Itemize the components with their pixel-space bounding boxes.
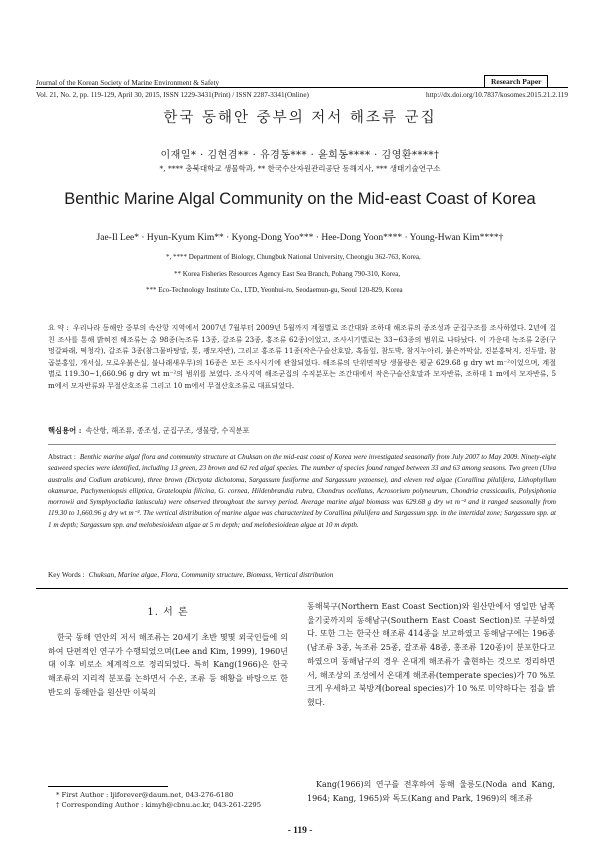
abstract-english-label: Abstract :	[48, 453, 76, 461]
article-type-badge: Research Paper	[484, 75, 548, 88]
affiliation-english-3: *** Eco-Technology Institute Co., LTD, Yeonhui-ro, Seodaemun-gu, Seoul 120-829, Korea	[146, 286, 403, 294]
abstract-english	[48, 452, 556, 531]
keywords-english-text: Chuksan, Marine algae, Flora, Community structure, Biomass, Vertical distribution	[88, 570, 334, 579]
abstract-divider	[48, 444, 556, 445]
keywords-english	[48, 570, 333, 579]
abstract-korean-label: 요 약 :	[48, 323, 69, 332]
doi-link[interactable]: http://dx.doi.org/10.7837/kosomes.2015.21.2.119	[426, 91, 568, 99]
keywords-korean-label: 핵심용어 :	[48, 426, 82, 435]
authors-english: Jae-Il Lee* · Hyun-Kyum Kim** · Kyong-Dong Yoo*** · Hee-Dong Yoon**** · Young-Hwan Kim****†	[96, 233, 504, 243]
abstract-korean-text: 우리나라 동해안 중부의 속산항 지역에서 2007년 7월부터 2009년 5월까지 계절별로 조간대와 조하대 해조류의 종조성과 군집구조를 조사하였다. 2년에 걸친 조사를 통해 밝혀진 해조류는 총 98종(녹조류 13종, 갈조류 23종, 홍조류 62종)이었고, 조사시기별로는 33~63종의 범위로 나타났다. 이 가운데 녹조류 2종(구멍갈파래, 떡청각), 갈조류 3종(참그물바탕말, 톳, 괭모자반), 그리고 홍조류 11종(작은구슬산호말, 혹돌잎, 참도박, 참지누아리, 붉은까막살, 진분홍딱지, 진두발, 참곱분홍잎, 개서실, 모로우붉은실, 불나래새우무)의 16종은 모든 조사시기에 관찰되었다. 해조류의 단위면적당 생물량은 평균 629.68 g dry wt m⁻²이었으며, 계절별로 119.30~1,660.96 g dry wt m⁻²의 범위를 보였다. 조사지역 해조군집의 수직분포는 조간대에서 작은구슬산호말과 모자반류, 조하대 1 m에서 모자반류, 5 m에서 모자반류와 무절산호조류 그리고 10 m에서 무절산호조류로 대표되었다.	[48, 323, 556, 390]
keywords-english-label: Key Words :	[48, 570, 85, 579]
page-number: - 119 -	[287, 826, 313, 836]
header-rule	[36, 87, 568, 88]
intro-paragraph-right-1: 동해북구(Northern East Coast Section)와 원산만에서 영일만 남쪽 울기곶까지의 동해남구(Southern East Coast Section)로 구분하였다. 또한 그는 한국산 해조류 414종을 보고하였고 동해남구에는 196종(남조류 3종, 녹조류 25종, 갈조류 48종, 홍조류 120종)이 분포한다고 하였으며 동해남구의 경우 온대계 해조류가 출현하는 것으로 정리하면서, 해조상의 조성에서 온대계 해조류(temperate species)가 70 %로 크게 우세하고 북방계(boreal species)가 10 %로 미약하다는 점을 밝혔다.	[307, 602, 555, 707]
footnote-first-author: * First Author : ljiforever@daum.net, 043-276-6180	[56, 791, 234, 799]
body-rule	[36, 588, 568, 589]
affiliation-english-2: ** Korea Fisheries Resources Agency East Sea Branch, Pohang 790-310, Korea,	[174, 270, 401, 278]
journal-name: Journal of the Korean Society of Marine Environment & Safety	[36, 79, 220, 87]
title-english: Benthic Marine Algal Community on the Mid-east Coast of Korea	[64, 190, 536, 208]
affiliation-korean: *, **** 충북대학교 생물학과, ** 한국수산자원관리공단 동해지사, *** 생태기술연구소	[159, 164, 441, 173]
title-korean: 한국 동해안 중부의 저서 해조류 군집	[163, 110, 437, 126]
keywords-korean	[48, 426, 250, 436]
intro-paragraph-right-2: Kang(1966)의 연구를 전후하여 동해 울릉도(Noda and Kang, 1964; Kang, 1965)와 독도(Kang and Park, 1969)의 해조류	[307, 780, 555, 803]
intro-paragraph-left: 한국 동해 연안의 저서 해조류는 20세기 초반 몇몇 외국인들에 의하여 단편적인 연구가 수행되었으며(Lee and Kim, 1999), 1960년대 이후 비로소 체계적으로 정리되었다. 특히 Kang(1966)은 한국 해조류의 지리적 분포를 논하면서 수온, 조류 등 해황을 바탕으로 한반도의 동해안을 원산만 이북의	[48, 633, 288, 697]
authors-korean: 이재일* · 김현겸** · 유경동*** · 윤희동**** · 김영환****†	[160, 150, 440, 161]
abstract-korean	[48, 322, 556, 392]
keywords-korean-text: 속산항, 해조류, 종조성, 군집구조, 생물량, 수직분포	[85, 426, 250, 435]
footnote-corresponding-author: † Corresponding Author : kimyh@cbnu.ac.kr, 043-261-2295	[56, 801, 262, 809]
footnote-rule	[48, 786, 168, 787]
section-heading-introduction: 1. 서 론	[147, 607, 189, 618]
affiliation-english-1: *, **** Department of Biology, Chungbuk National University, Cheongju 362-763, Korea,	[166, 253, 421, 261]
volume-info: Vol. 21, No. 2, pp. 119-129, April 30, 2015, ISSN 1229-3431(Print) / ISSN 2287-3341(Online)	[36, 91, 309, 99]
abstract-english-text: Benthic marine algal flora and community structure at Chuksan on the mid-east coast of Korea were investigated seasonally from July 2007 to May 2009. Ninety-eight seaweed species were identified, including 13 green, 23 brown and 62 red algal species. The number of species found ranged between 33 and 63 among seasons. Two green (Ulva australis and Codium arabicum), three brown (Dictyota dichotoma, Sargassum fusiforme and Sargassum yezoense), and eleven red algae (Corallina pilulifera, Lithophyllum okamurae, Pachymeniopsis elliptica, Grateloupia filicina, G. cornea, Hildenbrandia rubra, Chondrus ocellatus, Acrosorium polyneurum, Chondria crassicaulis, Polysiphonia morrowii and Symphyocladia latiuscula) were observed throughout the survey period. Average marine algal biomass was 629.68 g dry wt m⁻² and it ranged seasonally from 119.30 to 1,660.96 g dry wt m⁻². The vertical distribution of marine algae was characterized by Corallina pilulifera and Sargassum spp. in the intertidal zone; Sargassum spp. at 1 m depth; Sargassum spp. and melobesioidean algae at 5 m depth; and melobesioidean algae at 10 m depth.	[48, 453, 556, 529]
